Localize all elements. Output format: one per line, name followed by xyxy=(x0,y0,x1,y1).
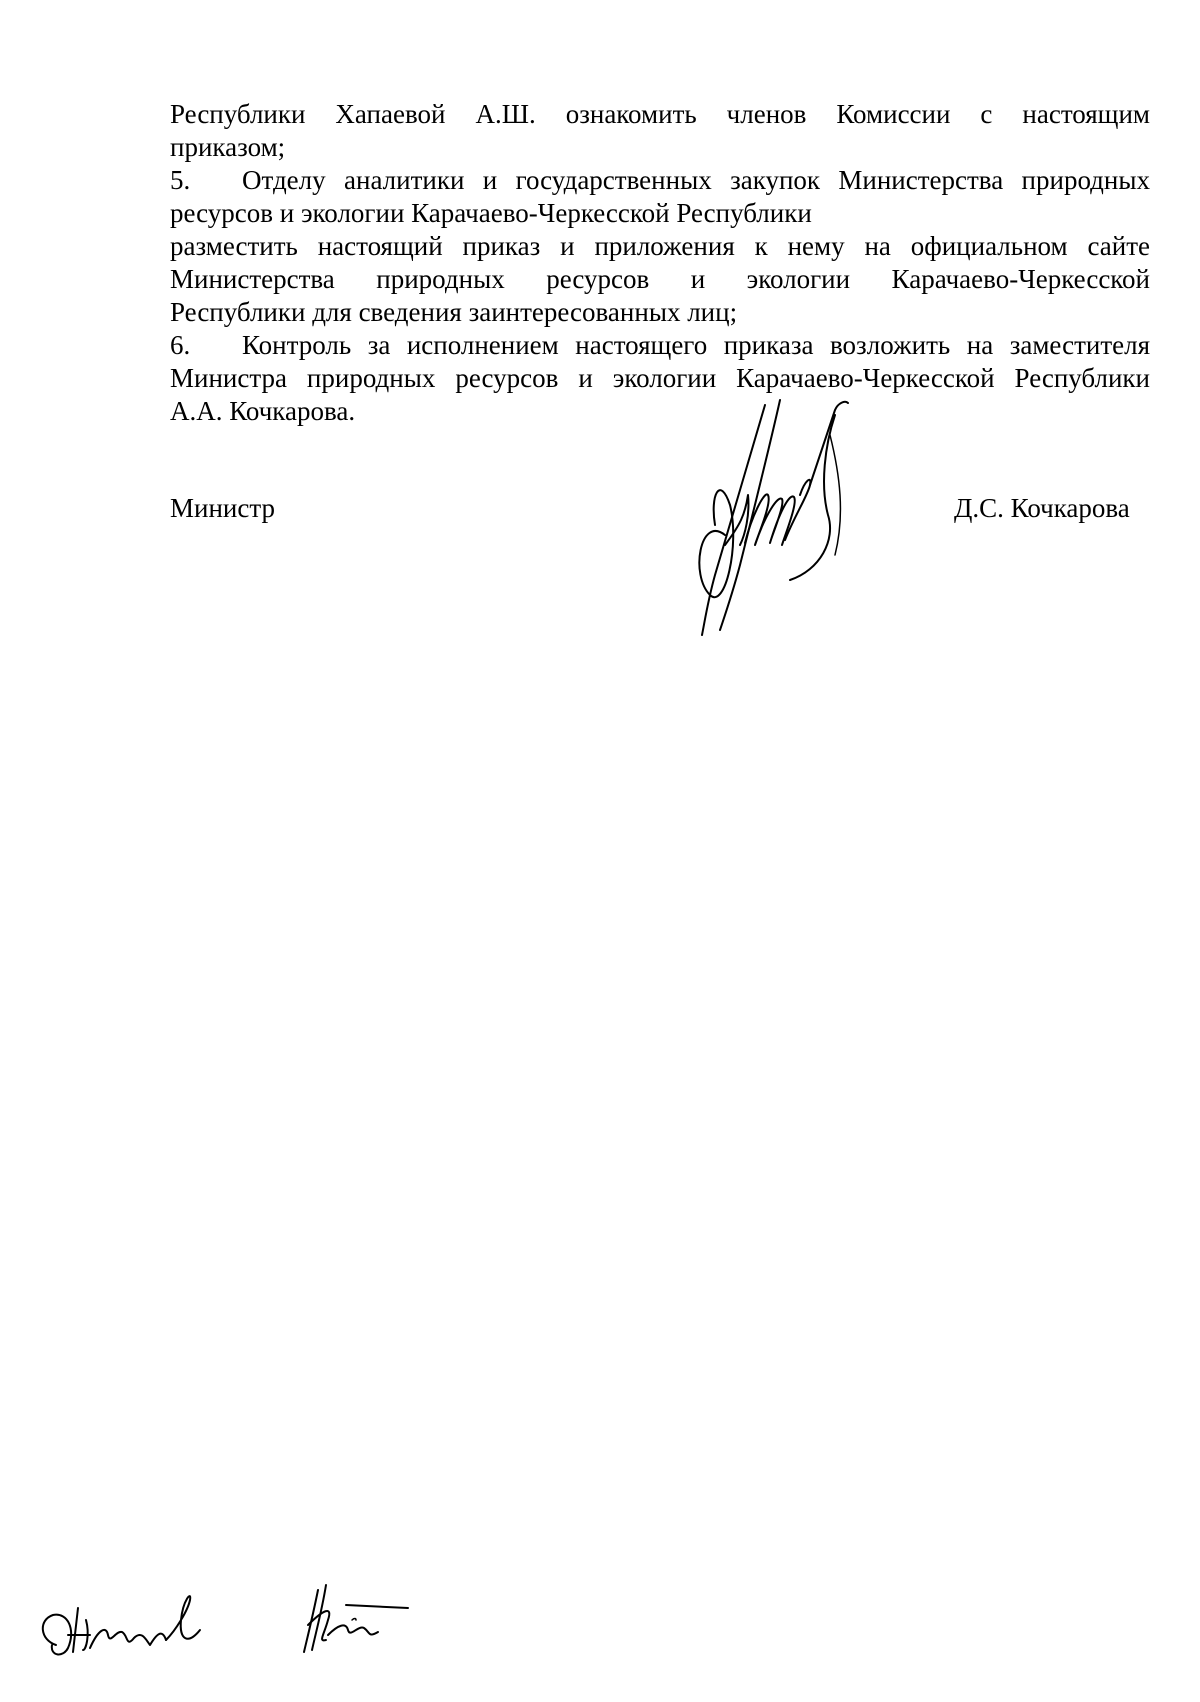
approval-signature-1 xyxy=(38,1590,218,1670)
paragraph-line: Республики для сведения заинтересованных лиц; xyxy=(170,297,738,327)
item-number: 5. xyxy=(170,165,191,195)
item-number: 6. xyxy=(170,330,191,360)
approval-signature-2 xyxy=(288,1580,428,1660)
paragraph-line: А.А. Кочкарова. xyxy=(170,396,356,426)
item-5-line xyxy=(170,164,1150,197)
minister-signature xyxy=(670,395,870,645)
signatory-role: Министр xyxy=(170,493,275,523)
paragraph-line: Контроль за исполнением настоящего приказа возложить на заместителя xyxy=(242,330,1150,360)
item-6-line xyxy=(170,329,1150,362)
paragraph-line: Министерства природных ресурсов и экологии Карачаево-Черкесской xyxy=(170,264,1150,294)
paragraph-line: ресурсов и экологии Карачаево-Черкесской Республики xyxy=(170,198,812,228)
signatory-name: Д.С. Кочкарова xyxy=(954,493,1130,523)
paragraph-line: Отделу аналитики и государственных закупок Министерства природных xyxy=(242,165,1150,195)
paragraph-line: приказом; xyxy=(170,132,286,162)
paragraph-line: Министра природных ресурсов и экологии Карачаево-Черкесской Республики xyxy=(170,363,1150,393)
paragraph-line: разместить настоящий приказ и приложения к нему на официальном сайте xyxy=(170,231,1150,261)
paragraph-line: Республики Хапаевой А.Ш. ознакомить членов Комиссии с настоящим xyxy=(170,99,1150,129)
